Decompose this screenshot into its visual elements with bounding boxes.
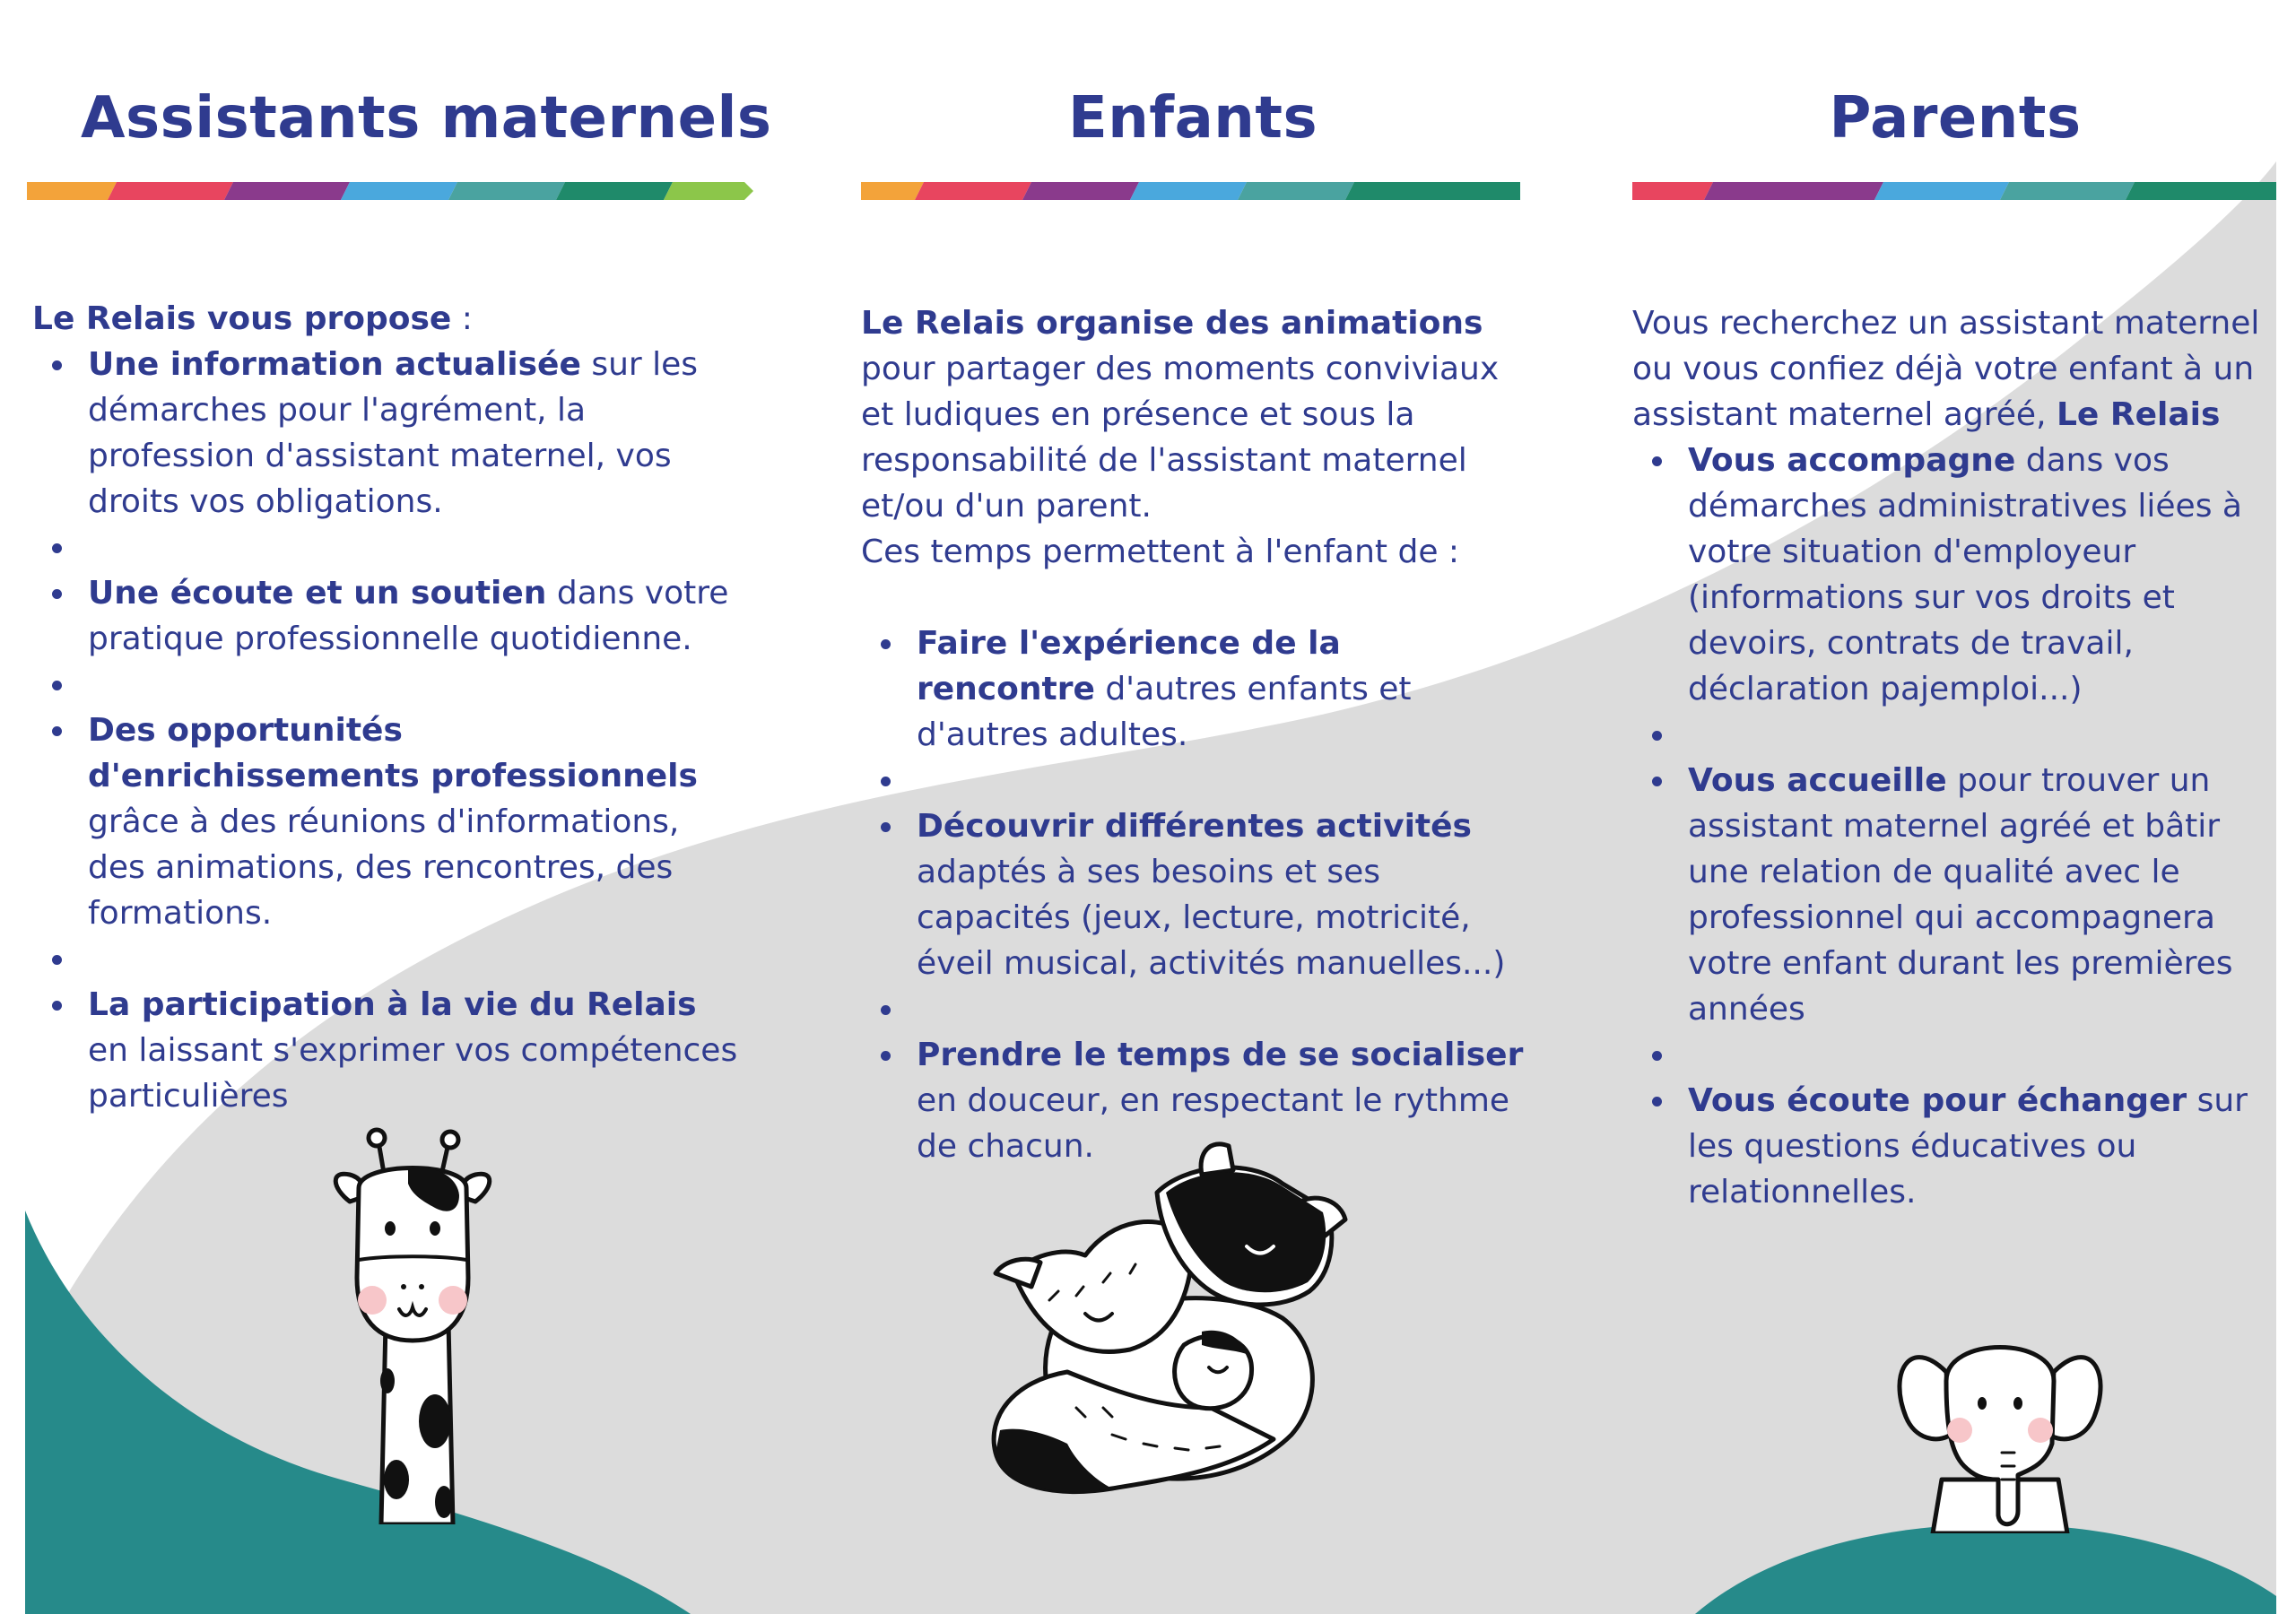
item-text: dans vos démarches administratives liées à votre situation d'employeur (informations sur vos droits et devoirs, contrats de travail, déclaration pajemploi...) — [1688, 442, 2242, 707]
fox-family-icon — [978, 1139, 1408, 1515]
list-item — [32, 570, 741, 662]
list-item — [32, 982, 741, 1119]
column-content — [32, 296, 741, 1119]
item-bold: Vous écoute pour échanger — [1688, 1082, 2187, 1119]
list-item — [1632, 758, 2278, 1032]
spacer — [861, 758, 1525, 803]
intro-bold: Le Relais — [2056, 396, 2221, 433]
spacer — [1632, 712, 2278, 758]
item-text: en douceur, en respectant le rythme de chacun. — [917, 1082, 1510, 1165]
intro-rest: : — [451, 300, 473, 337]
spacer — [1632, 1032, 2278, 1078]
intro-text-2: Ces temps permettent à l'enfant de : — [861, 534, 1460, 570]
spacer — [861, 986, 1525, 1032]
elephant-icon — [1892, 1318, 2108, 1533]
column-title: Parents — [1829, 85, 2082, 152]
column-title: Enfants — [1067, 85, 1318, 152]
item-text: adaptés à ses besoins et ses capacités (jeux, lecture, motricité, éveil musical, activités manuelles...) — [917, 854, 1506, 982]
item-bold: Une écoute et un soutien — [88, 575, 547, 612]
list-item — [1632, 1078, 2278, 1215]
intro-bold: Le Relais vous propose — [32, 300, 452, 337]
item-bold: Une information actualisée — [88, 346, 581, 383]
item-bold: Découvrir différentes activités — [917, 808, 1472, 845]
spacer — [32, 662, 741, 707]
stripe-graphic — [861, 182, 1520, 200]
item-text: d'autres enfants et d'autres adultes. — [917, 671, 1412, 753]
stripe-graphic — [27, 182, 753, 200]
item-text: sur les démarches pour l'agrément, la profession d'assistant maternel, vos droits vos obligations. — [88, 346, 699, 520]
spacer — [861, 575, 1525, 621]
intro — [861, 300, 1525, 346]
column-title: Assistants maternels — [81, 85, 772, 152]
intro-text: pour partager des moments conviviaux et ludiques en présence et sous la responsabilité de l'assistant maternel et/ou d'un parent. — [861, 351, 1500, 525]
list-item — [32, 707, 741, 936]
item-text: sur les questions éducatives ou relationnelles. — [1688, 1082, 2248, 1211]
list-item — [32, 342, 741, 525]
list — [32, 342, 741, 1119]
giraffe-icon — [323, 1125, 502, 1524]
color-stripe — [27, 182, 753, 200]
item-bold: Vous accompagne — [1688, 442, 2016, 479]
item-bold: Faire l'expérience de la rencontre — [917, 625, 1341, 707]
item-text: pour trouver un assistant maternel agréé et bâtir une relation de qualité avec le professionnel qui accompagnera votre enfant durant les premières années — [1688, 762, 2233, 1028]
item-text: dans votre pratique professionnelle quotidienne. — [88, 575, 729, 657]
intro-bold: Le Relais organise des animations — [861, 305, 1483, 342]
intro — [1632, 300, 2278, 438]
list-item — [861, 621, 1525, 758]
column-content — [1632, 300, 2278, 1215]
list-item — [1632, 438, 2278, 712]
spacer — [32, 525, 741, 570]
color-stripe — [861, 182, 1520, 200]
spacer — [32, 936, 741, 982]
color-stripe — [1632, 182, 2276, 200]
item-bold: Vous accueille — [1688, 762, 1947, 799]
item-bold: Prendre le temps de se socialiser — [917, 1037, 1524, 1073]
list — [861, 621, 1525, 1169]
stripe-graphic — [1632, 182, 2276, 200]
item-bold: La participation à la vie du Relais — [88, 986, 697, 1023]
list — [1632, 438, 2278, 1215]
item-bold: Des opportunités d'enrichissements professionnels — [88, 712, 698, 794]
intro — [32, 296, 741, 342]
column-content — [861, 300, 1525, 1169]
list-item — [861, 803, 1525, 986]
item-text: en laissant s'exprimer vos compétences particulières — [88, 1032, 738, 1115]
intro-text: Vous recherchez un assistant maternel ou vous confiez déjà votre enfant à un assistant maternel agréé, — [1632, 305, 2260, 433]
item-text: grâce à des réunions d'informations, des animations, des rencontres, des formations. — [88, 803, 680, 932]
